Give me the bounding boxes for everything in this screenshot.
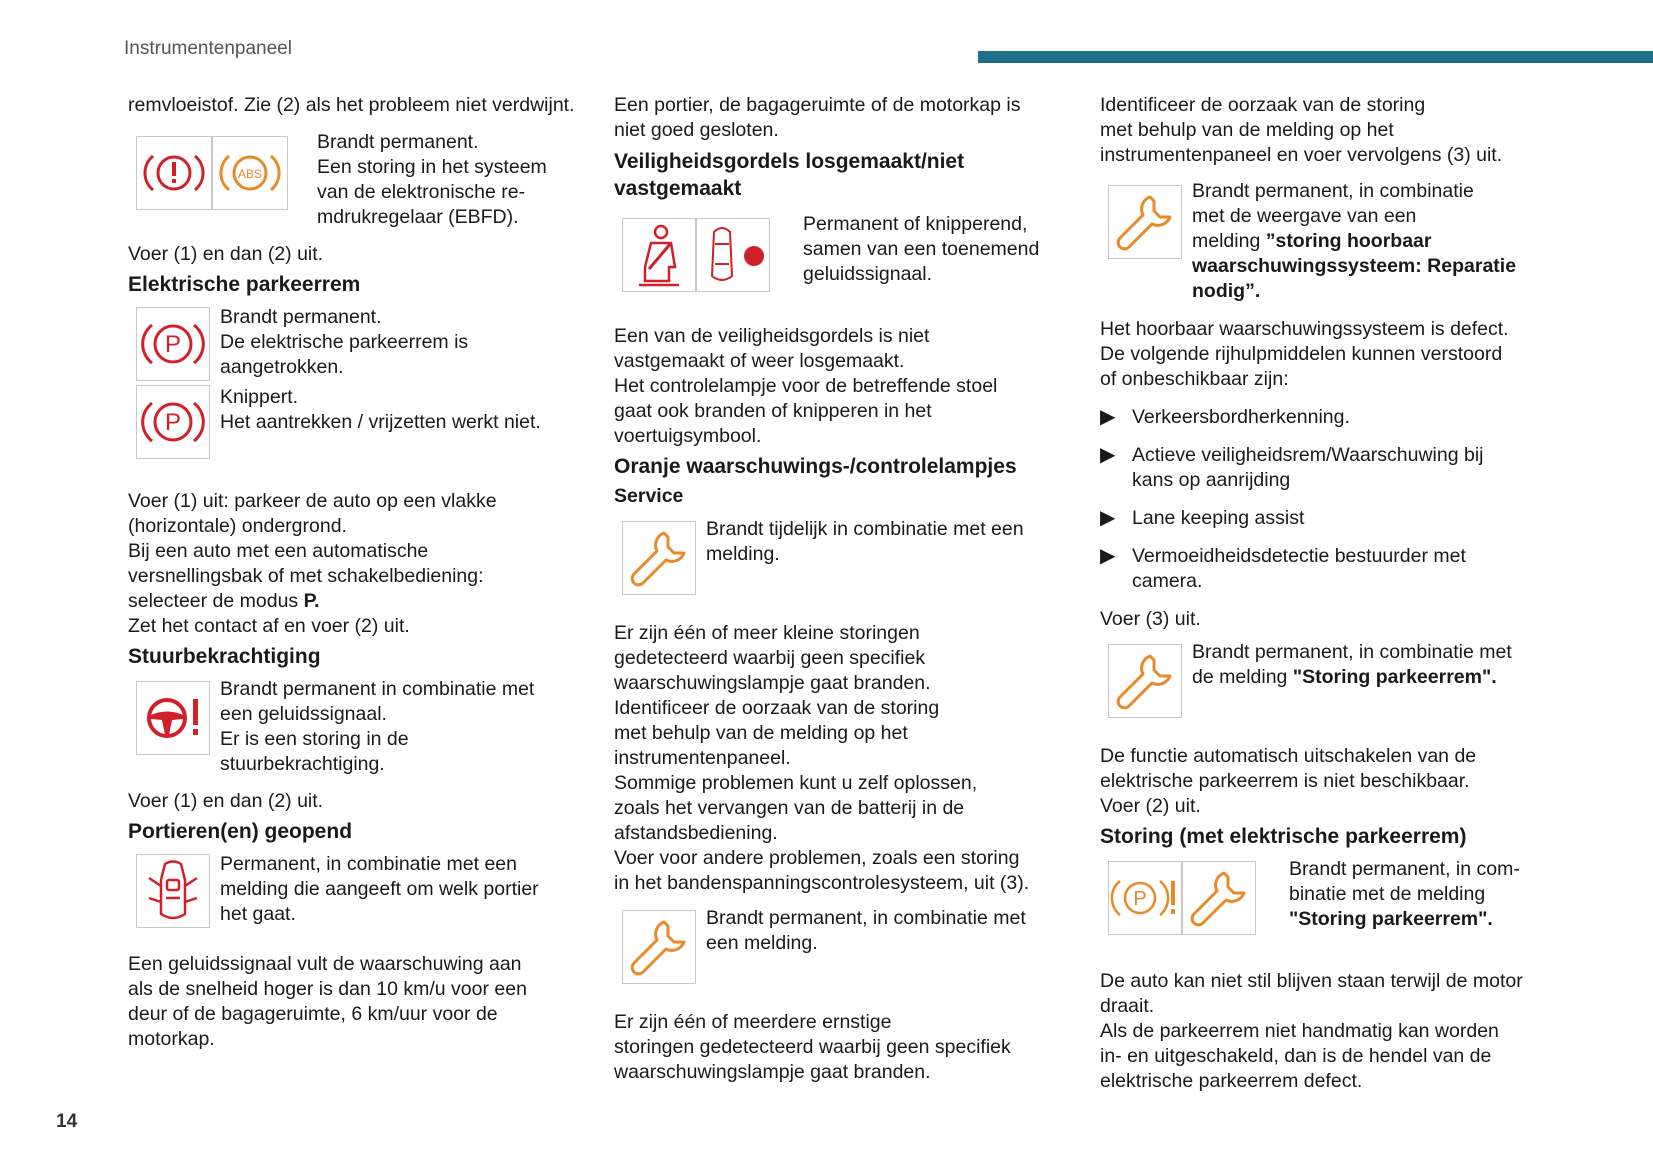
indicator-text bbox=[220, 305, 468, 380]
paragraph bbox=[128, 952, 583, 1052]
text-line: gaat ook branden of knipperen in het bbox=[614, 400, 932, 422]
text-line: Voer voor andere problemen, zoals een storing bbox=[614, 847, 1020, 869]
text-line: Brandt permanent, in combinatie met bbox=[1192, 641, 1512, 663]
paragraph bbox=[1100, 744, 1555, 819]
text-line: met behulp van de melding op het bbox=[1100, 119, 1394, 141]
text-line: versnellingsbak of met schakelbediening: bbox=[128, 565, 484, 587]
text-line: De auto kan niet stil blijven staan terwijl de motor bbox=[1100, 970, 1523, 992]
text-line: Het controlelampje voor de betreffende stoel bbox=[614, 375, 998, 397]
indicator-row-park1 bbox=[128, 305, 583, 385]
service-wrench-icon bbox=[1108, 185, 1182, 259]
text-line: Brandt permanent. bbox=[220, 306, 382, 328]
text-line: Brandt permanent. bbox=[317, 131, 479, 153]
text-line bbox=[1289, 907, 1520, 932]
text-span: de melding bbox=[1192, 666, 1293, 688]
text-line: in- en uitgeschakeld, dan is de hendel van de bbox=[1100, 1045, 1492, 1067]
text-line: Een van de veiligheidsgordels is niet bbox=[614, 325, 930, 347]
text-line: ▶ Vermoeidheidsdetectie bestuurder met bbox=[1132, 545, 1466, 567]
parking-brake-icon bbox=[136, 307, 210, 381]
service-wrench-icon bbox=[622, 910, 696, 984]
paragraph: Voer (3) uit. bbox=[1100, 608, 1201, 630]
paragraph bbox=[614, 324, 1069, 449]
text-line: gedetecteerd waarbij geen specifiek bbox=[614, 647, 926, 669]
paragraph bbox=[1100, 317, 1555, 392]
text-line: stuurbekrachtiging. bbox=[220, 753, 385, 775]
service-wrench-icon bbox=[622, 521, 696, 595]
section-heading: Oranje waarschuwings-/controlelampjes bbox=[614, 455, 1017, 478]
indicator-row-storing bbox=[1100, 857, 1555, 969]
indicator-text bbox=[317, 130, 547, 230]
paragraph: Voer (1) en dan (2) uit. bbox=[128, 790, 324, 812]
text-line: een geluidssignaal. bbox=[220, 703, 387, 725]
bullet-list bbox=[1100, 405, 1555, 594]
text-line: Het aantrekken / vrijzetten werkt niet. bbox=[220, 411, 541, 433]
indicator-text bbox=[706, 906, 1026, 956]
page-number: 14 bbox=[56, 1111, 78, 1132]
brake-warning-icon bbox=[136, 136, 212, 210]
service-wrench-icon bbox=[1108, 644, 1182, 718]
bold-span: ”storing hoorbaar bbox=[1265, 230, 1432, 252]
indicator-text bbox=[220, 385, 541, 435]
text-line: Brandt permanent in combinatie met bbox=[220, 678, 535, 700]
indicator-text bbox=[1192, 640, 1512, 690]
text-line: voertuigsymbool. bbox=[614, 425, 762, 447]
bold-span: P. bbox=[303, 590, 320, 612]
text-line: of onbeschikbaar zijn: bbox=[1100, 368, 1289, 390]
column-right bbox=[1100, 93, 1555, 1094]
paragraph bbox=[1100, 93, 1555, 168]
parking-brake-icon bbox=[136, 385, 210, 459]
text-line: Veiligheidsgordels losgemaakt/niet bbox=[614, 150, 965, 173]
indicator-row-gordel bbox=[614, 212, 1069, 324]
text-line: van de elektronische re- bbox=[317, 181, 526, 203]
text-line: binatie met de melding bbox=[1289, 883, 1486, 905]
section-heading: Elektrische parkeerrem bbox=[128, 273, 361, 296]
section-heading: Stuurbekrachtiging bbox=[128, 645, 321, 668]
text-line bbox=[1192, 665, 1512, 690]
svg-text:P: P bbox=[164, 331, 182, 358]
text-span: melding bbox=[1192, 230, 1266, 252]
header-accent-bar bbox=[978, 51, 1653, 63]
indicator-text bbox=[220, 677, 534, 777]
text-line: Er zijn één of meerdere ernstige bbox=[614, 1011, 892, 1033]
page-header-title: Instrumentenpaneel bbox=[124, 38, 292, 59]
text-line: afstandsbediening. bbox=[614, 822, 778, 844]
text-line: Als de parkeerrem niet handmatig kan worden bbox=[1100, 1020, 1499, 1042]
indicator-row-hoorbaar bbox=[1100, 179, 1555, 317]
paragraph bbox=[614, 621, 1069, 896]
text-line: Er zijn één of meer kleine storingen bbox=[614, 622, 920, 644]
paragraph bbox=[614, 1010, 1069, 1085]
paragraph: remvloeistof. Zie (2) als het probleem niet verdwijnt. bbox=[128, 94, 575, 116]
list-item bbox=[1100, 443, 1555, 493]
text-line: vastgemaakt of weer losgemaakt. bbox=[614, 350, 905, 372]
indicator-row-stuur bbox=[128, 677, 583, 789]
car-top-icon bbox=[696, 218, 770, 292]
abs-icon bbox=[212, 136, 288, 210]
text-line: storingen gedetecteerd waarbij geen specifiek bbox=[614, 1036, 1011, 1058]
text-line: melding die aangeeft om welk portier bbox=[220, 878, 539, 900]
indicator-text bbox=[1289, 857, 1520, 932]
indicator-row-ebfd bbox=[128, 130, 583, 242]
seatbelt-icon bbox=[622, 218, 696, 292]
indicator-row-service1 bbox=[614, 517, 1069, 621]
text-line: draait. bbox=[1100, 995, 1155, 1017]
text-line bbox=[1192, 229, 1516, 254]
text-line: mdrukregelaar (EBFD). bbox=[317, 206, 519, 228]
bold-span: "Storing parkeerrem". bbox=[1289, 908, 1493, 930]
svg-text:ABS: ABS bbox=[237, 167, 263, 181]
paragraph bbox=[614, 93, 1069, 143]
text-line: vastgemaakt bbox=[614, 177, 742, 200]
indicator-text bbox=[803, 212, 1039, 287]
section-heading: Storing (met elektrische parkeerrem) bbox=[1100, 825, 1467, 848]
door-open-icon bbox=[136, 854, 210, 928]
text-line bbox=[1192, 279, 1516, 304]
text-line: Permanent of knipperend, bbox=[803, 213, 1028, 235]
parking-brake-fault-icon bbox=[1108, 861, 1182, 935]
svg-text:P: P bbox=[164, 409, 182, 436]
text-line: De elektrische parkeerrem is bbox=[220, 331, 469, 353]
text-line: een melding. bbox=[706, 932, 818, 954]
text-line: Brandt permanent, in combinatie met bbox=[706, 907, 1026, 929]
text-line bbox=[1192, 254, 1516, 279]
text-line: instrumentenpaneel. bbox=[614, 747, 791, 769]
text-line: Sommige problemen kunt u zelf oplossen, bbox=[614, 772, 978, 794]
column-middle bbox=[614, 93, 1069, 1085]
power-steering-icon bbox=[136, 681, 210, 755]
text-line: Brandt permanent, in com- bbox=[1289, 858, 1520, 880]
indicator-row-park2 bbox=[128, 385, 583, 489]
text-line: ▶ Actieve veiligheidsrem/Waarschuwing bij bbox=[1132, 444, 1484, 466]
text-line: Voer (2) uit. bbox=[1100, 795, 1201, 817]
text-span: selecteer de modus bbox=[128, 590, 304, 612]
list-item bbox=[1100, 405, 1555, 430]
text-line: Brandt tijdelijk in combinatie met een bbox=[706, 518, 1024, 540]
subsection-heading: Service bbox=[614, 485, 684, 507]
text-line: in het bandenspanningscontrolesysteem, uit (3). bbox=[614, 872, 1030, 894]
svg-text:P: P bbox=[1133, 888, 1147, 910]
indicator-text bbox=[220, 852, 539, 927]
text-line: De volgende rijhulpmiddelen kunnen verstoord bbox=[1100, 343, 1503, 365]
list-item bbox=[1100, 544, 1555, 594]
text-line: elektrische parkeerrem defect. bbox=[1100, 1070, 1363, 1092]
bold-span: nodig”. bbox=[1192, 280, 1261, 302]
text-line: het gaat. bbox=[220, 903, 296, 925]
indicator-row-storing-parkeerrem bbox=[1100, 640, 1555, 744]
text-line: waarschuwingslampje gaat branden. bbox=[614, 1061, 931, 1083]
text-line: melding. bbox=[706, 543, 780, 565]
text-line: Brandt permanent, in combinatie bbox=[1192, 180, 1474, 202]
text-line: Identificeer de oorzaak van de storing bbox=[1100, 94, 1426, 116]
text-line: als de snelheid hoger is dan 10 km/u voor een bbox=[128, 978, 527, 1000]
paragraph bbox=[1100, 969, 1555, 1094]
text-line: Het hoorbaar waarschuwingssysteem is defect. bbox=[1100, 318, 1509, 340]
section-heading: Portieren(en) geopend bbox=[128, 820, 353, 843]
text-line: met de weergave van een bbox=[1192, 205, 1417, 227]
text-line: (horizontale) ondergrond. bbox=[128, 515, 347, 537]
text-line: Voer (1) uit: parkeer de auto op een vlakke bbox=[128, 490, 497, 512]
list-item bbox=[1100, 506, 1555, 531]
indicator-text bbox=[706, 517, 1024, 567]
text-line: ▶ Verkeersbordherkenning. bbox=[1132, 406, 1350, 428]
column-left bbox=[128, 93, 583, 1052]
text-line: geluidssignaal. bbox=[803, 263, 933, 285]
paragraph bbox=[128, 489, 583, 639]
indicator-text bbox=[1192, 179, 1516, 304]
text-line: camera. bbox=[1132, 570, 1203, 592]
text-line: deur of de bagageruimte, 6 km/uur voor de bbox=[128, 1003, 498, 1025]
text-line: ▶ Lane keeping assist bbox=[1132, 507, 1305, 529]
paragraph: Voer (1) en dan (2) uit. bbox=[128, 243, 324, 265]
indicator-row-portier bbox=[128, 852, 583, 952]
text-line: aangetrokken. bbox=[220, 356, 344, 378]
text-line: Een storing in het systeem bbox=[317, 156, 547, 178]
text-line: zoals het vervangen van de batterij in de bbox=[614, 797, 965, 819]
text-line: Bij een auto met een automatische bbox=[128, 540, 429, 562]
indicator-row-service2 bbox=[614, 906, 1069, 1010]
text-line: met behulp van de melding op het bbox=[614, 722, 908, 744]
service-wrench-icon bbox=[1182, 861, 1256, 935]
text-line: niet goed gesloten. bbox=[614, 119, 779, 141]
section-heading bbox=[614, 148, 1069, 202]
bold-span: "Storing parkeerrem". bbox=[1292, 666, 1497, 688]
text-line: Identificeer de oorzaak van de storing bbox=[614, 697, 940, 719]
text-line: Er is een storing in de bbox=[220, 728, 409, 750]
text-line bbox=[128, 589, 583, 614]
text-line: waarschuwingslampje gaat branden. bbox=[614, 672, 931, 694]
bold-span: waarschuwingssysteem: Reparatie bbox=[1192, 255, 1517, 277]
text-line: instrumentenpaneel en voer vervolgens (3) uit. bbox=[1100, 144, 1503, 166]
text-line: De functie automatisch uitschakelen van de bbox=[1100, 745, 1477, 767]
text-line: kans op aanrijding bbox=[1132, 469, 1291, 491]
text-line: Een geluidssignaal vult de waarschuwing aan bbox=[128, 953, 522, 975]
text-line: Zet het contact af en voer (2) uit. bbox=[128, 615, 410, 637]
text-line: motorkap. bbox=[128, 1028, 215, 1050]
text-line: Een portier, de bagageruimte of de motorkap is bbox=[614, 94, 1021, 116]
text-line: elektrische parkeerrem is niet beschikbaar. bbox=[1100, 770, 1470, 792]
text-line: Permanent, in combinatie met een bbox=[220, 853, 517, 875]
text-line: samen van een toenemend bbox=[803, 238, 1040, 260]
text-line: Knippert. bbox=[220, 386, 299, 408]
